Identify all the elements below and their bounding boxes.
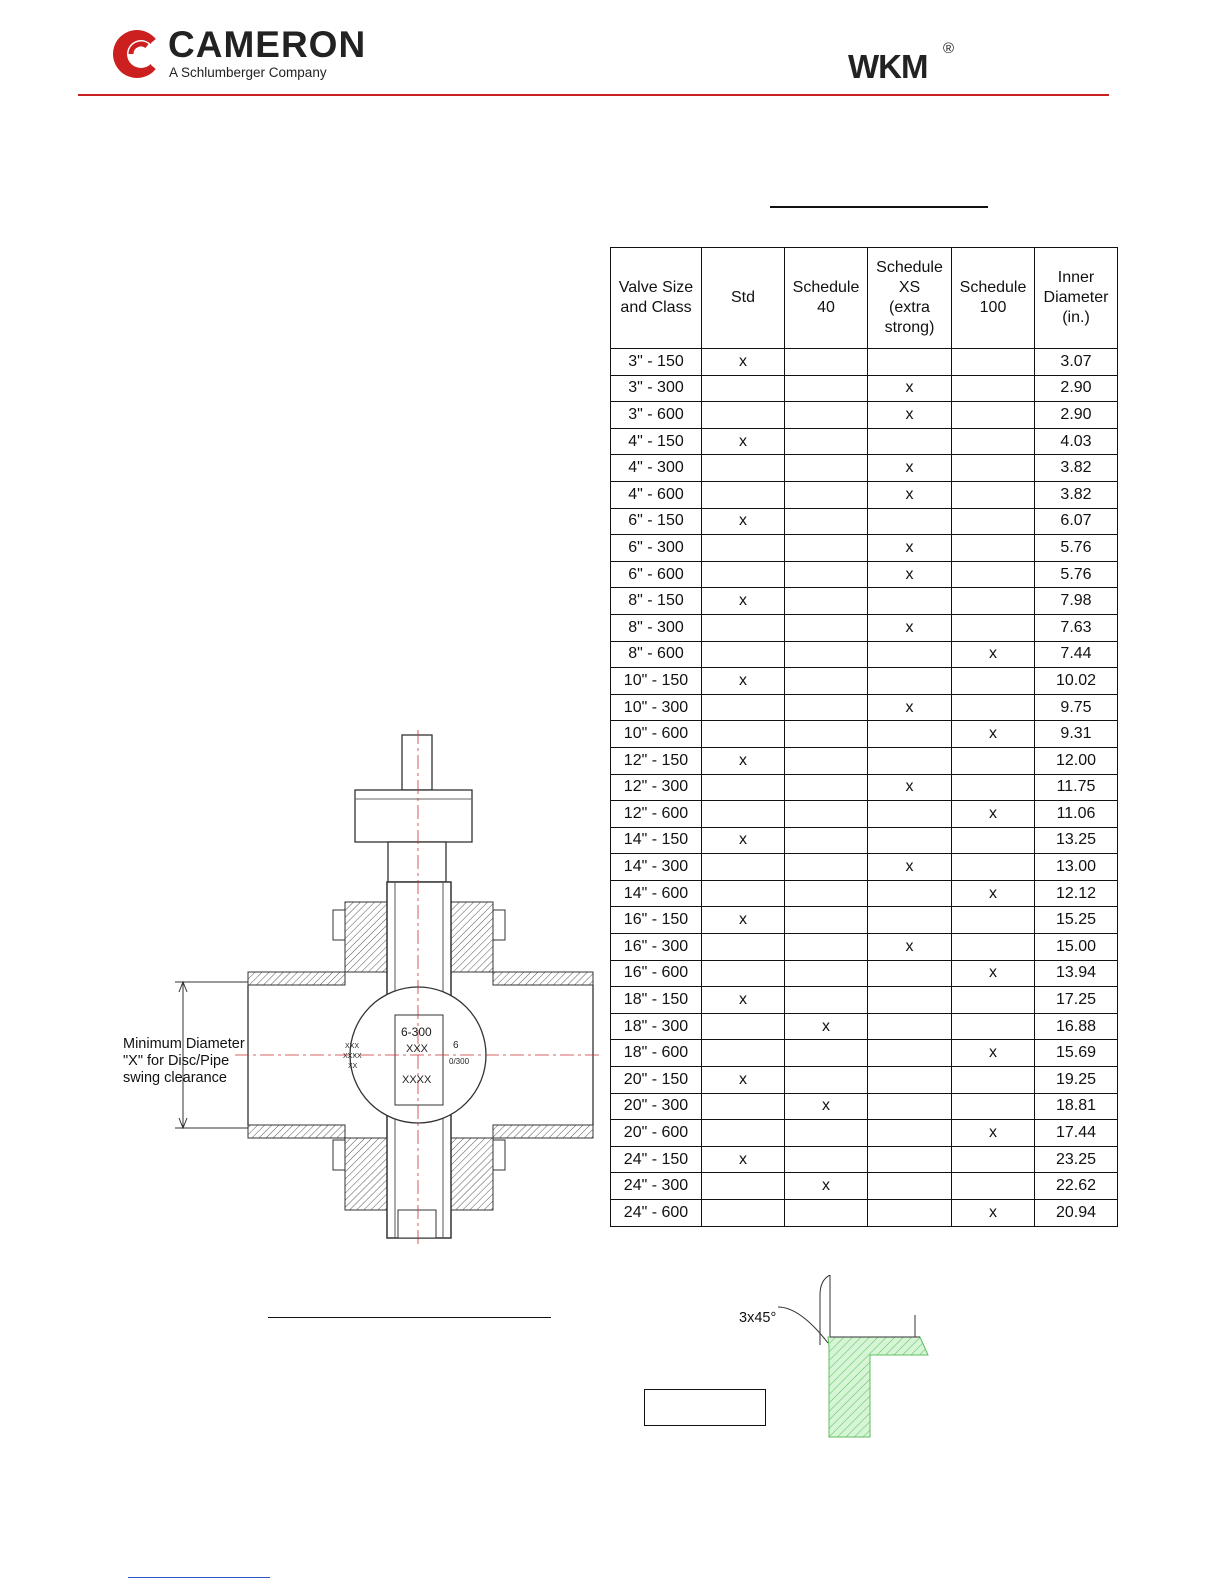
header-line: Schedule bbox=[876, 259, 943, 276]
table-row bbox=[611, 1200, 1118, 1227]
table-cell: 24" - 150 bbox=[611, 1146, 702, 1173]
table-cell: 18.81 bbox=[1035, 1093, 1118, 1120]
header-schedule-xs bbox=[868, 248, 952, 349]
table-row bbox=[611, 1173, 1118, 1200]
table-row bbox=[611, 588, 1118, 615]
table-cell bbox=[868, 349, 952, 376]
table-cell: 7.98 bbox=[1035, 588, 1118, 615]
table-cell bbox=[702, 1173, 785, 1200]
table-cell: 12.12 bbox=[1035, 880, 1118, 907]
table-cell: 7.44 bbox=[1035, 641, 1118, 668]
table-cell bbox=[785, 801, 868, 828]
dimension-label bbox=[123, 1036, 245, 1087]
table-cell: x bbox=[785, 1013, 868, 1040]
table-cell bbox=[785, 774, 868, 801]
table-cell bbox=[785, 694, 868, 721]
table-cell bbox=[952, 1093, 1035, 1120]
table-cell: 4" - 150 bbox=[611, 428, 702, 455]
table-cell: 4.03 bbox=[1035, 428, 1118, 455]
table-cell bbox=[868, 1173, 952, 1200]
table-cell bbox=[785, 614, 868, 641]
table-cell: 9.31 bbox=[1035, 721, 1118, 748]
header-line: Inner bbox=[1057, 269, 1095, 286]
table-row bbox=[611, 827, 1118, 854]
table-cell: x bbox=[868, 375, 952, 402]
table-cell bbox=[702, 934, 785, 961]
table-cell bbox=[952, 774, 1035, 801]
table-cell: x bbox=[868, 694, 952, 721]
table-cell: 7.63 bbox=[1035, 614, 1118, 641]
table-cell: 13.25 bbox=[1035, 827, 1118, 854]
table-cell: 6" - 300 bbox=[611, 535, 702, 562]
table-row bbox=[611, 375, 1118, 402]
table-cell: 2.90 bbox=[1035, 402, 1118, 429]
table-cell bbox=[868, 508, 952, 535]
table-cell bbox=[868, 1040, 952, 1067]
table-cell: 18" - 150 bbox=[611, 987, 702, 1014]
table-cell bbox=[702, 614, 785, 641]
table-row bbox=[611, 535, 1118, 562]
table-cell: 20.94 bbox=[1035, 1200, 1118, 1227]
table-cell bbox=[702, 375, 785, 402]
table-cell bbox=[785, 641, 868, 668]
table-cell bbox=[952, 854, 1035, 881]
table-cell: 14" - 600 bbox=[611, 880, 702, 907]
table-cell bbox=[785, 1120, 868, 1147]
header-std bbox=[702, 248, 785, 349]
table-cell bbox=[952, 747, 1035, 774]
table-cell bbox=[785, 1200, 868, 1227]
table-cell: 3" - 150 bbox=[611, 349, 702, 376]
header-line: 100 bbox=[979, 299, 1007, 316]
table-cell bbox=[952, 1067, 1035, 1094]
table-cell: x bbox=[702, 668, 785, 695]
table-body bbox=[611, 349, 1118, 1227]
table-cell: 4" - 600 bbox=[611, 481, 702, 508]
table-cell: 20" - 600 bbox=[611, 1120, 702, 1147]
table-row bbox=[611, 721, 1118, 748]
brand-name: CAMERON bbox=[168, 24, 367, 65]
table-cell: 4" - 300 bbox=[611, 455, 702, 482]
table-cell bbox=[868, 801, 952, 828]
table-cell: x bbox=[952, 1200, 1035, 1227]
table-cell: 11.75 bbox=[1035, 774, 1118, 801]
table-header-row bbox=[611, 248, 1118, 349]
table-row bbox=[611, 561, 1118, 588]
table-cell bbox=[952, 588, 1035, 615]
table-cell: 10" - 150 bbox=[611, 668, 702, 695]
table-cell: 17.44 bbox=[1035, 1120, 1118, 1147]
header-line: Diameter bbox=[1043, 289, 1109, 306]
table-cell: x bbox=[952, 801, 1035, 828]
table-cell: 13.00 bbox=[1035, 854, 1118, 881]
table-cell bbox=[702, 854, 785, 881]
header-line: Schedule bbox=[792, 279, 860, 296]
table-cell bbox=[785, 827, 868, 854]
table-cell bbox=[952, 428, 1035, 455]
table-cell: 16.88 bbox=[1035, 1013, 1118, 1040]
header-line: Valve Size bbox=[618, 279, 694, 296]
table-cell: x bbox=[868, 535, 952, 562]
table-cell: 18" - 300 bbox=[611, 1013, 702, 1040]
dimension-label-line: "X" for Disc/Pipe bbox=[123, 1053, 230, 1069]
table-cell: 8" - 300 bbox=[611, 614, 702, 641]
dimension-label-line: swing clearance bbox=[123, 1070, 227, 1086]
table-cell bbox=[702, 481, 785, 508]
table-cell bbox=[785, 375, 868, 402]
table-cell bbox=[952, 987, 1035, 1014]
table-cell bbox=[868, 1093, 952, 1120]
table-cell bbox=[952, 614, 1035, 641]
table-cell bbox=[785, 561, 868, 588]
table-cell bbox=[702, 880, 785, 907]
table-cell bbox=[868, 827, 952, 854]
table-cell bbox=[952, 1013, 1035, 1040]
brand-subtitle: A Schlumberger Company bbox=[169, 65, 327, 80]
table-cell: x bbox=[702, 1067, 785, 1094]
table-row bbox=[611, 801, 1118, 828]
table-row bbox=[611, 668, 1118, 695]
table-cell bbox=[785, 481, 868, 508]
table-cell: 14" - 300 bbox=[611, 854, 702, 881]
table-cell bbox=[702, 721, 785, 748]
table-cell bbox=[868, 1200, 952, 1227]
table-cell bbox=[785, 428, 868, 455]
table-cell bbox=[868, 668, 952, 695]
caption-underline bbox=[268, 1317, 551, 1318]
table-cell bbox=[785, 747, 868, 774]
table-cell: x bbox=[952, 1120, 1035, 1147]
table-row bbox=[611, 960, 1118, 987]
disc-marking: XX bbox=[348, 1063, 358, 1070]
table-cell bbox=[785, 854, 868, 881]
registered-mark: ® bbox=[943, 40, 955, 57]
table-cell bbox=[785, 402, 868, 429]
table-cell: 6" - 600 bbox=[611, 561, 702, 588]
table-cell: 3.07 bbox=[1035, 349, 1118, 376]
table-cell: 17.25 bbox=[1035, 987, 1118, 1014]
cameron-logo-icon bbox=[111, 25, 163, 83]
table-cell: 11.06 bbox=[1035, 801, 1118, 828]
table-cell bbox=[952, 349, 1035, 376]
table-cell: 8" - 150 bbox=[611, 588, 702, 615]
table-row bbox=[611, 349, 1118, 376]
table-cell bbox=[952, 455, 1035, 482]
table-cell bbox=[785, 588, 868, 615]
table-cell bbox=[868, 428, 952, 455]
table-cell bbox=[702, 1120, 785, 1147]
table-cell bbox=[952, 402, 1035, 429]
table-cell: 13.94 bbox=[1035, 960, 1118, 987]
table-cell: x bbox=[785, 1093, 868, 1120]
table-row bbox=[611, 641, 1118, 668]
table-row bbox=[611, 1013, 1118, 1040]
table-cell: x bbox=[702, 747, 785, 774]
table-cell: x bbox=[868, 402, 952, 429]
table-cell: 3" - 600 bbox=[611, 402, 702, 429]
table-cell: x bbox=[868, 774, 952, 801]
table-cell bbox=[702, 561, 785, 588]
table-cell bbox=[785, 1067, 868, 1094]
table-row bbox=[611, 774, 1118, 801]
table-cell: x bbox=[868, 614, 952, 641]
table-cell: 9.75 bbox=[1035, 694, 1118, 721]
table-cell bbox=[702, 1040, 785, 1067]
header-line: 40 bbox=[817, 299, 835, 316]
table-row bbox=[611, 1040, 1118, 1067]
table-cell: 5.76 bbox=[1035, 561, 1118, 588]
table-cell: 15.25 bbox=[1035, 907, 1118, 934]
table-cell bbox=[868, 907, 952, 934]
table-cell bbox=[952, 934, 1035, 961]
chamfer-label: 3x45° bbox=[739, 1310, 777, 1326]
header-line: Std bbox=[730, 289, 755, 306]
table-cell: 14" - 150 bbox=[611, 827, 702, 854]
header-line: XS bbox=[898, 279, 921, 296]
title-underline bbox=[770, 206, 988, 208]
table-cell bbox=[868, 721, 952, 748]
empty-box bbox=[644, 1389, 766, 1426]
pipe-schedule-table bbox=[610, 247, 1118, 1227]
table-cell: 2.90 bbox=[1035, 375, 1118, 402]
table-cell: x bbox=[952, 880, 1035, 907]
table-cell: 23.25 bbox=[1035, 1146, 1118, 1173]
table-cell: x bbox=[952, 641, 1035, 668]
header-divider bbox=[78, 94, 1109, 96]
table-cell bbox=[952, 694, 1035, 721]
table-cell: x bbox=[785, 1173, 868, 1200]
table-cell: 15.69 bbox=[1035, 1040, 1118, 1067]
table-cell bbox=[952, 1173, 1035, 1200]
table-cell bbox=[785, 987, 868, 1014]
table-cell: x bbox=[702, 428, 785, 455]
table-row bbox=[611, 1146, 1118, 1173]
table-cell bbox=[785, 668, 868, 695]
header-valve-size bbox=[611, 248, 702, 349]
table-row bbox=[611, 747, 1118, 774]
table-cell: 20" - 300 bbox=[611, 1093, 702, 1120]
table-cell bbox=[702, 774, 785, 801]
table-cell bbox=[868, 1120, 952, 1147]
table-row bbox=[611, 854, 1118, 881]
table-cell bbox=[702, 455, 785, 482]
table-row bbox=[611, 694, 1118, 721]
disc-marking: XXXX bbox=[343, 1053, 362, 1060]
table-cell bbox=[952, 561, 1035, 588]
table-cell: x bbox=[952, 1040, 1035, 1067]
table-cell: 24" - 600 bbox=[611, 1200, 702, 1227]
table-cell: x bbox=[868, 854, 952, 881]
table-cell bbox=[952, 1146, 1035, 1173]
table-cell: x bbox=[868, 934, 952, 961]
table-cell: 12" - 300 bbox=[611, 774, 702, 801]
table-cell: 10" - 600 bbox=[611, 721, 702, 748]
table-row bbox=[611, 987, 1118, 1014]
table-cell: x bbox=[702, 508, 785, 535]
table-cell: 12" - 600 bbox=[611, 801, 702, 828]
table-cell: 12" - 150 bbox=[611, 747, 702, 774]
table-row bbox=[611, 880, 1118, 907]
table-cell: 20" - 150 bbox=[611, 1067, 702, 1094]
table-cell: x bbox=[868, 481, 952, 508]
disc-marking: XXX bbox=[345, 1043, 360, 1050]
disc-marking: XXX bbox=[406, 1043, 429, 1055]
table-cell: 6.07 bbox=[1035, 508, 1118, 535]
table-cell bbox=[702, 1013, 785, 1040]
table-cell: x bbox=[702, 1146, 785, 1173]
header-schedule-40 bbox=[785, 248, 868, 349]
table-row bbox=[611, 428, 1118, 455]
table-cell bbox=[702, 1093, 785, 1120]
table-cell bbox=[868, 1067, 952, 1094]
table-row bbox=[611, 455, 1118, 482]
table-cell: 19.25 bbox=[1035, 1067, 1118, 1094]
table-cell bbox=[868, 960, 952, 987]
table-cell: 12.00 bbox=[1035, 747, 1118, 774]
table-cell: x bbox=[702, 588, 785, 615]
table-cell: x bbox=[702, 907, 785, 934]
table-row bbox=[611, 907, 1118, 934]
table-cell: x bbox=[952, 960, 1035, 987]
table-cell bbox=[868, 588, 952, 615]
header-line: (extra bbox=[889, 299, 930, 316]
table-row bbox=[611, 614, 1118, 641]
table-cell bbox=[702, 402, 785, 429]
table-cell bbox=[785, 535, 868, 562]
table-cell bbox=[868, 987, 952, 1014]
table-cell bbox=[868, 747, 952, 774]
table-cell: 16" - 150 bbox=[611, 907, 702, 934]
disc-marking: 6-300 bbox=[401, 1025, 432, 1039]
table-cell bbox=[952, 481, 1035, 508]
table-cell: x bbox=[952, 721, 1035, 748]
table-cell bbox=[785, 721, 868, 748]
table-cell bbox=[952, 508, 1035, 535]
table-cell bbox=[868, 1013, 952, 1040]
table-cell bbox=[952, 827, 1035, 854]
butterfly-valve-drawing bbox=[115, 730, 605, 1250]
table-cell bbox=[785, 349, 868, 376]
header-line: (in.) bbox=[1062, 309, 1090, 326]
table-cell bbox=[785, 934, 868, 961]
table-cell bbox=[952, 907, 1035, 934]
table-cell bbox=[952, 535, 1035, 562]
table-cell bbox=[785, 508, 868, 535]
table-cell bbox=[702, 801, 785, 828]
table-row bbox=[611, 1067, 1118, 1094]
table-cell bbox=[785, 1146, 868, 1173]
disc-marking: 0/300 bbox=[449, 1057, 470, 1066]
table-cell bbox=[952, 668, 1035, 695]
header-line: Schedule bbox=[959, 279, 1027, 296]
table-cell: x bbox=[702, 987, 785, 1014]
table-cell: x bbox=[702, 349, 785, 376]
product-brand: WKM bbox=[848, 48, 928, 85]
table-cell: 16" - 600 bbox=[611, 960, 702, 987]
table-cell: 6" - 150 bbox=[611, 508, 702, 535]
table-cell bbox=[702, 641, 785, 668]
table-cell bbox=[868, 1146, 952, 1173]
chamfer-detail-drawing bbox=[770, 1275, 930, 1440]
table-cell: 22.62 bbox=[1035, 1173, 1118, 1200]
table-cell bbox=[785, 455, 868, 482]
table-cell: 5.76 bbox=[1035, 535, 1118, 562]
table-cell: 10" - 300 bbox=[611, 694, 702, 721]
table-cell: 3.82 bbox=[1035, 455, 1118, 482]
table-cell bbox=[868, 641, 952, 668]
table-cell: 10.02 bbox=[1035, 668, 1118, 695]
footer-link-underline[interactable] bbox=[128, 1577, 270, 1578]
table-row bbox=[611, 1093, 1118, 1120]
table-cell bbox=[785, 1040, 868, 1067]
table-cell: 3.82 bbox=[1035, 481, 1118, 508]
table-row bbox=[611, 934, 1118, 961]
header-line: strong) bbox=[884, 319, 935, 336]
table-row bbox=[611, 508, 1118, 535]
table-cell bbox=[868, 880, 952, 907]
table-cell bbox=[785, 880, 868, 907]
table-cell bbox=[952, 375, 1035, 402]
table-cell: x bbox=[868, 455, 952, 482]
header-schedule-100 bbox=[952, 248, 1035, 349]
table-cell: 18" - 600 bbox=[611, 1040, 702, 1067]
table-cell bbox=[785, 960, 868, 987]
header-inner-diameter bbox=[1035, 248, 1118, 349]
table-cell: 16" - 300 bbox=[611, 934, 702, 961]
table-cell bbox=[702, 1200, 785, 1227]
table-cell: 8" - 600 bbox=[611, 641, 702, 668]
table-cell bbox=[702, 535, 785, 562]
disc-marking: XXXX bbox=[402, 1074, 432, 1086]
table-cell: x bbox=[868, 561, 952, 588]
table-cell: x bbox=[702, 827, 785, 854]
header-line: and Class bbox=[620, 299, 692, 316]
disc-marking: 6 bbox=[453, 1040, 459, 1051]
table-cell: 15.00 bbox=[1035, 934, 1118, 961]
table-cell bbox=[702, 694, 785, 721]
table-row bbox=[611, 1120, 1118, 1147]
table-cell bbox=[702, 960, 785, 987]
table-row bbox=[611, 481, 1118, 508]
table-cell bbox=[785, 907, 868, 934]
table-row bbox=[611, 402, 1118, 429]
table-cell: 3" - 300 bbox=[611, 375, 702, 402]
dimension-label-line: Minimum Diameter bbox=[123, 1036, 245, 1052]
table-cell: 24" - 300 bbox=[611, 1173, 702, 1200]
